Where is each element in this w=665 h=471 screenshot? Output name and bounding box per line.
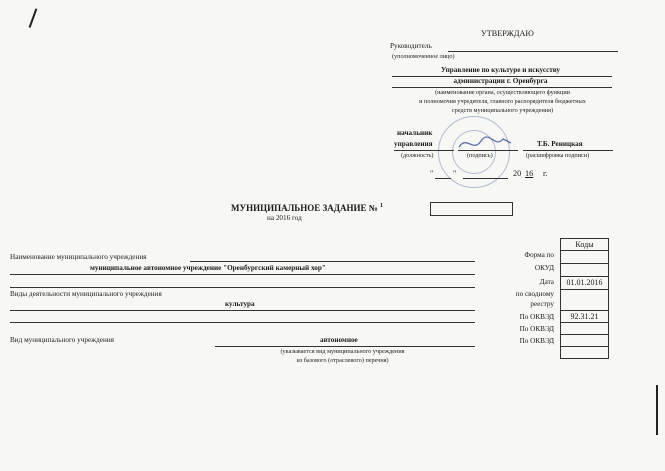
activities-value: культура xyxy=(225,300,255,308)
position-underline xyxy=(394,150,454,151)
head-line xyxy=(448,51,618,52)
codes-label-okved-1: По ОКВЭД xyxy=(519,313,554,321)
type-hint-1: (указывается вид муниципального учреждения xyxy=(280,348,405,355)
head-label: Руководитель xyxy=(390,42,432,50)
org-name-line2: администрации г. Оренбурга xyxy=(453,77,548,85)
org-hint-1: (наименование органа, осуществляющего функции xyxy=(435,89,570,96)
institution-line-top xyxy=(190,261,475,262)
org-name-line1: Управление по культуре и искусству xyxy=(440,66,561,74)
institution-label: Наименование муниципального учреждения xyxy=(10,253,147,261)
signature-underline xyxy=(458,150,518,151)
org-hint-3: средств муниципального учреждения) xyxy=(451,107,554,114)
task-number-box xyxy=(430,202,513,216)
codes-label-registry-2: реестру xyxy=(530,300,554,308)
date-month-line xyxy=(463,178,508,179)
document-title-text: МУНИЦИПАЛЬНОЕ ЗАДАНИЕ № xyxy=(231,203,378,213)
codes-cell-okud xyxy=(560,263,609,277)
date-year-prefix: 20 xyxy=(513,169,522,178)
type-label: Вид муниципального учреждения xyxy=(10,336,114,344)
codes-label-date: Дата xyxy=(539,278,554,286)
codes-label-okud: ОКУД xyxy=(534,264,554,272)
approval-title: УТВЕРЖДАЮ xyxy=(481,29,534,38)
codes-cell-form xyxy=(560,250,609,264)
date-day-line xyxy=(435,178,451,179)
date-quote-open: " xyxy=(430,169,434,178)
position-hint: (должность) xyxy=(401,152,434,159)
type-value: автономное xyxy=(320,336,358,344)
date-suffix: г. xyxy=(543,169,548,178)
activities-label: Виды деятельности муниципального учреждения xyxy=(10,290,162,298)
type-line xyxy=(215,346,475,347)
blank-line-1 xyxy=(10,287,475,288)
head-hint: (уполномоченное лицо) xyxy=(392,53,455,60)
name-hint: (расшифровка подписи) xyxy=(526,152,590,159)
institution-line xyxy=(10,274,475,275)
codes-cell-okved-1: 92.31.21 xyxy=(560,310,609,323)
document-title-footnote: 1 xyxy=(380,203,384,209)
document-title xyxy=(231,203,383,213)
name-underline xyxy=(523,150,613,151)
position-line2: управления xyxy=(394,140,433,148)
codes-cell-date: 01.01.2016 xyxy=(560,276,609,290)
codes-cell-registry xyxy=(560,289,609,311)
signer-name: Т.Б. Реницкая xyxy=(537,140,583,148)
signature-hint: (подпись) xyxy=(467,152,493,159)
pen-mark xyxy=(29,8,37,27)
date-year: 16 xyxy=(525,169,534,178)
codes-header: Коды xyxy=(560,238,609,251)
document-year: на 2016 год xyxy=(267,214,302,222)
codes-label-registry-1: по сводному xyxy=(515,290,554,298)
blank-line-2 xyxy=(10,322,475,323)
codes-label-okved-3: По ОКВЭД xyxy=(519,337,554,345)
org-hint-2: и полномочия учредителя, главного распорядителя бюджетных xyxy=(419,98,586,105)
codes-cell-extra xyxy=(560,346,609,359)
type-hint-2: из базового (отраслевого) перечня) xyxy=(296,357,389,364)
date-quote-close: " xyxy=(453,169,457,178)
activities-line xyxy=(10,310,475,311)
scan-edge-right xyxy=(656,385,658,435)
codes-label-okved-2: По ОКВЭД xyxy=(519,325,554,333)
org-line-2 xyxy=(392,87,612,88)
institution-value: муниципальное автономное учреждение "Оренбургский камерный хор" xyxy=(90,264,326,272)
position-line1: начальник xyxy=(397,129,433,137)
codes-label-form: Форма по xyxy=(524,251,554,259)
